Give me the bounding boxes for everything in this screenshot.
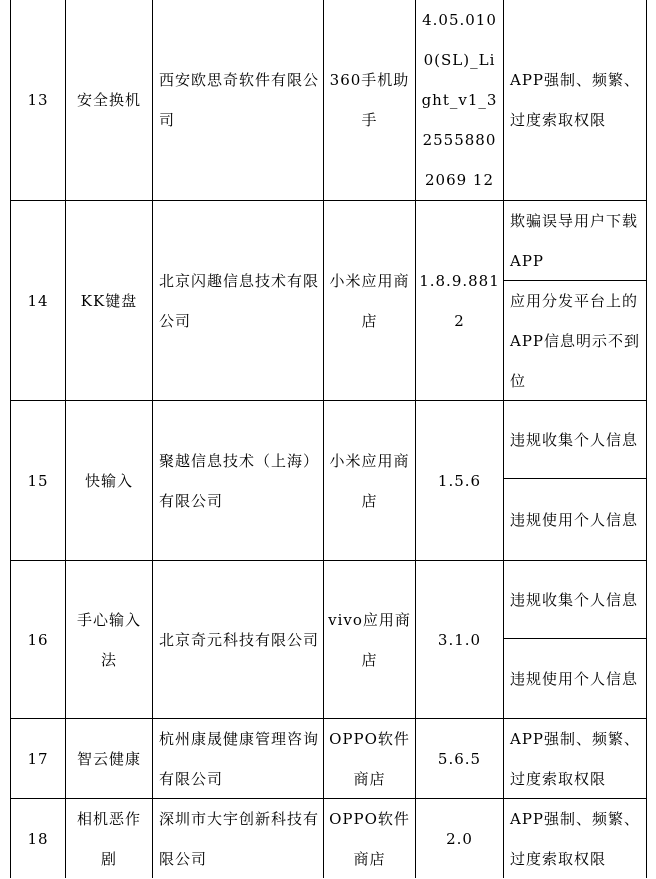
app-store: vivo应用商店 xyxy=(328,610,411,669)
row-number: 18 xyxy=(27,829,49,848)
row-number: 17 xyxy=(27,749,49,768)
violation-issue: APP强制、频繁、过度索取权限 xyxy=(510,730,641,788)
app-version: 1.8.9.8812 xyxy=(419,271,500,330)
app-name: 快输入 xyxy=(84,471,133,490)
app-store: 360手机助手 xyxy=(329,70,410,129)
row-number: 14 xyxy=(27,291,49,310)
violation-issue: 违规使用个人信息 xyxy=(510,510,639,529)
app-version: 3.1.0 xyxy=(437,630,482,649)
company-name: 北京奇元科技有限公司 xyxy=(159,630,320,649)
app-version: 4.05.0100(SL)_Light_v1_325558802069 12 xyxy=(421,10,498,189)
company-name: 杭州康晟健康管理咨询有限公司 xyxy=(159,730,320,788)
violation-issue: 应用分发平台上的APP信息明示不到位 xyxy=(510,292,641,390)
app-name: 智云健康 xyxy=(76,749,141,768)
app-name: 安全换机 xyxy=(76,90,141,109)
violation-issue: 违规使用个人信息 xyxy=(510,669,639,688)
app-store: 小米应用商店 xyxy=(329,271,410,330)
table-row-line xyxy=(10,560,647,561)
app-name: 相机恶作剧 xyxy=(76,810,141,868)
company-name: 北京闪趣信息技术有限公司 xyxy=(159,271,320,330)
violation-issue: 违规收集个人信息 xyxy=(510,590,639,609)
violation-issue: 欺骗误导用户下载APP xyxy=(510,212,639,270)
row-number: 15 xyxy=(27,471,49,490)
app-store: 小米应用商店 xyxy=(329,451,410,510)
violation-issue: 违规收集个人信息 xyxy=(510,430,639,449)
company-name: 聚越信息技术（上海）有限公司 xyxy=(159,451,320,510)
violation-issue: APP强制、频繁、过度索取权限 xyxy=(510,70,641,129)
company-name: 西安欧思奇软件有限公司 xyxy=(159,70,320,129)
app-version: 2.0 xyxy=(446,829,473,848)
app-version: 5.6.5 xyxy=(437,749,482,768)
company-name: 深圳市大宇创新科技有限公司 xyxy=(159,810,320,868)
issue-divider-line xyxy=(503,638,647,639)
app-version: 1.5.6 xyxy=(437,471,482,490)
violation-issue: APP强制、频繁、过度索取权限 xyxy=(510,810,641,868)
row-number: 13 xyxy=(27,90,49,109)
app-store: OPPO软件商店 xyxy=(329,810,410,868)
row-number: 16 xyxy=(27,630,49,649)
app-name: 手心输入法 xyxy=(76,610,141,669)
issue-divider-line xyxy=(503,478,647,479)
app-name: KK键盘 xyxy=(80,291,138,310)
table-col-line xyxy=(646,0,647,878)
app-store: OPPO软件商店 xyxy=(329,730,410,788)
